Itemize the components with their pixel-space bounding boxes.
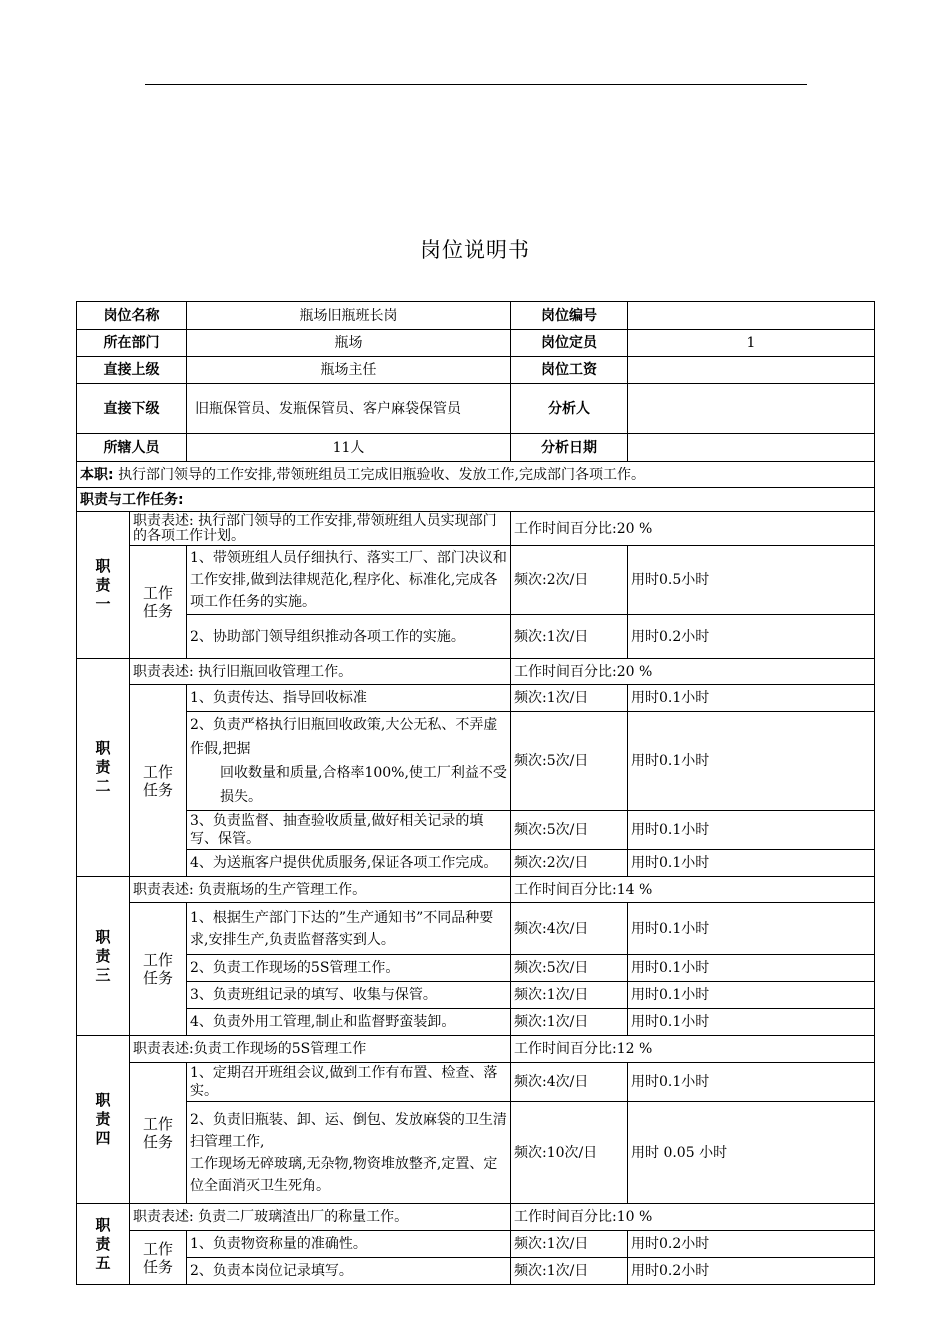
duty-3-task-1-freq: 频次:4次/日	[511, 903, 628, 955]
duty-2-task-2-text: 2、负责严格执行旧瓶回收政策,大公无私、不弄虚作假,把据 回收数量和质量,合格率100%,使工厂利益不受损失。	[187, 712, 511, 811]
duty-3-task-1-dur: 用时0.1小时	[628, 903, 875, 955]
duty-3-task-4	[77, 1009, 875, 1036]
main-duty	[77, 462, 875, 488]
analyst-value	[628, 384, 875, 434]
duty-2-task-4	[77, 850, 875, 877]
duty-3-task-3-freq: 频次:1次/日	[511, 982, 628, 1009]
duty-2-task-3-freq: 频次:5次/日	[511, 811, 628, 850]
duty-3-task-1	[77, 903, 875, 955]
duty-3-task-4-text: 4、负责外用工管理,制止和监督野蛮装卸。	[187, 1009, 511, 1036]
analyst-label: 分析人	[511, 384, 628, 434]
duty-2-task-2-freq: 频次:5次/日	[511, 712, 628, 811]
post-name-label: 岗位名称	[77, 302, 187, 330]
staff-label: 所辖人员	[77, 434, 187, 462]
duty-4-label: 职责四	[77, 1036, 130, 1204]
subordinate-value: 旧瓶保管员、发瓶保管员、客户麻袋保管员	[187, 384, 511, 434]
post-no-value	[628, 302, 875, 330]
duty-3-task-4-freq: 频次:1次/日	[511, 1009, 628, 1036]
duty-2-task-2-dur: 用时0.1小时	[628, 712, 875, 811]
duty-4-task-1-freq: 频次:4次/日	[511, 1063, 628, 1102]
headcount-value: 1	[628, 330, 875, 357]
salary-label: 岗位工资	[511, 357, 628, 384]
duty-2-task-1-dur: 用时0.1小时	[628, 685, 875, 712]
duty-3-task-2-freq: 频次:5次/日	[511, 955, 628, 982]
duty-5-task-2-dur: 用时0.2小时	[628, 1258, 875, 1285]
basic-row-1	[77, 302, 875, 330]
duty-4-task-label: 工作任务	[130, 1063, 187, 1204]
duty-4-task-1-text: 1、定期召开班组会议,做到工作有布置、检查、落实。	[187, 1063, 511, 1102]
subordinate-label: 直接下级	[77, 384, 187, 434]
duty-5-task-1-text: 1、负责物资称量的准确性。	[187, 1231, 511, 1258]
duty-1-label: 职责一	[77, 512, 130, 659]
duty-1-pct: 工作时间百分比:20 %	[511, 512, 875, 546]
duty-1-task-2	[77, 615, 875, 659]
duty-4-task-2-dur: 用时 0.05 小时	[628, 1102, 875, 1204]
duty-5-label: 职责五	[77, 1204, 130, 1285]
duty-1-desc: 职责表述: 执行部门领导的工作安排,带领班组人员实现部门的各项工作计划。	[130, 512, 511, 546]
document-title: 岗位说明书	[420, 238, 530, 262]
basic-row-2	[77, 330, 875, 357]
duty-1-task-2-dur: 用时0.2小时	[628, 615, 875, 659]
job-description-table	[76, 301, 875, 1285]
post-name-value: 瓶场旧瓶班长岗	[187, 302, 511, 330]
dept-value: 瓶场	[187, 330, 511, 357]
post-no-label: 岗位编号	[511, 302, 628, 330]
duties-heading: 职责与工作任务:	[77, 488, 875, 512]
duty-3-pct: 工作时间百分比:14 %	[511, 877, 875, 903]
duty-2-task-label: 工作任务	[130, 685, 187, 877]
duty-5-task-1	[77, 1231, 875, 1258]
basic-row-3	[77, 357, 875, 384]
duty-3-task-label: 工作任务	[130, 903, 187, 1036]
duty-1-task-1-dur: 用时0.5小时	[628, 546, 875, 615]
duty-3-task-1-text: 1、根据生产部门下达的”生产通知书”不同品种要求,安排生产,负责监督落实到人。	[187, 903, 511, 955]
duty-2-task-4-freq: 频次:2次/日	[511, 850, 628, 877]
duty-5-desc: 职责表述: 负责二厂玻璃渣出厂的称量工作。	[130, 1204, 511, 1231]
analysis-date-label: 分析日期	[511, 434, 628, 462]
header-rule	[145, 84, 807, 85]
duty-2-task-1	[77, 685, 875, 712]
duty-5-task-2-text: 2、负责本岗位记录填写。	[187, 1258, 511, 1285]
basic-row-4	[77, 384, 875, 434]
duty-2-task-4-dur: 用时0.1小时	[628, 850, 875, 877]
analysis-date-value	[628, 434, 875, 462]
duty-5-task-2-freq: 频次:1次/日	[511, 1258, 628, 1285]
duty-5-task-1-dur: 用时0.2小时	[628, 1231, 875, 1258]
duty-2-task-1-freq: 频次:1次/日	[511, 685, 628, 712]
duty-3-desc-row	[77, 877, 875, 903]
duty-3-desc: 职责表述: 负责瓶场的生产管理工作。	[130, 877, 511, 903]
duty-1-task-2-freq: 频次:1次/日	[511, 615, 628, 659]
duty-3-label: 职责三	[77, 877, 130, 1036]
salary-value	[628, 357, 875, 384]
duty-2-pct: 工作时间百分比:20 %	[511, 659, 875, 685]
duty-2-task-2	[77, 712, 875, 811]
duty-5-task-label: 工作任务	[130, 1231, 187, 1285]
duty-4-pct: 工作时间百分比:12 %	[511, 1036, 875, 1063]
main-duty-label: 本职:	[80, 466, 114, 483]
duty-1-task-label: 工作任务	[130, 546, 187, 659]
duty-2-desc: 职责表述: 执行旧瓶回收管理工作。	[130, 659, 511, 685]
basic-row-5	[77, 434, 875, 462]
duty-3-task-4-dur: 用时0.1小时	[628, 1009, 875, 1036]
duty-5-task-1-freq: 频次:1次/日	[511, 1231, 628, 1258]
duty-3-task-2	[77, 955, 875, 982]
duty-1-task-1	[77, 546, 875, 615]
duty-2-label: 职责二	[77, 659, 130, 877]
duty-4-task-1-dur: 用时0.1小时	[628, 1063, 875, 1102]
superior-label: 直接上级	[77, 357, 187, 384]
duty-3-task-3-text: 3、负责班组记录的填写、收集与保管。	[187, 982, 511, 1009]
duty-4-task-2-freq: 频次:10次/日	[511, 1102, 628, 1204]
duty-3-task-2-text: 2、负责工作现场的5S管理工作。	[187, 955, 511, 982]
duty-4-task-2	[77, 1102, 875, 1204]
duty-1-task-1-text: 1、带领班组人员仔细执行、落实工厂、部门决议和工作安排,做到法律规范化,程序化、标准化,完成各项工作任务的实施。	[187, 546, 511, 615]
duty-3-task-3	[77, 982, 875, 1009]
duty-2-task-1-text: 1、负责传达、指导回收标准	[187, 685, 511, 712]
duty-1-desc-row	[77, 512, 875, 546]
duty-4-desc: 职责表述:负责工作现场的5S管理工作	[130, 1036, 511, 1063]
duty-3-task-3-dur: 用时0.1小时	[628, 982, 875, 1009]
duty-1-task-2-text: 2、协助部门领导组织推动各项工作的实施。	[187, 615, 511, 659]
duty-1-task-1-freq: 频次:2次/日	[511, 546, 628, 615]
duties-heading-row	[77, 488, 875, 512]
duty-5-task-2	[77, 1258, 875, 1285]
dept-label: 所在部门	[77, 330, 187, 357]
duty-3-task-2-dur: 用时0.1小时	[628, 955, 875, 982]
duty-5-pct: 工作时间百分比:10 %	[511, 1204, 875, 1231]
main-duty-text: 执行部门领导的工作安排,带领班组员工完成旧瓶验收、发放工作,完成部门各项工作。	[118, 466, 645, 483]
duty-4-task-2-text: 2、负责旧瓶装、卸、运、倒包、发放麻袋的卫生清扫管理工作, 工作现场无碎玻璃,无杂物,物资堆放整齐,定置、定位全面消灭卫生死角。	[187, 1102, 511, 1204]
headcount-label: 岗位定员	[511, 330, 628, 357]
duty-2-task-3	[77, 811, 875, 850]
main-duty-row	[77, 462, 875, 488]
duty-2-task-3-dur: 用时0.1小时	[628, 811, 875, 850]
duty-4-task-1	[77, 1063, 875, 1102]
duty-2-task-4-text: 4、为送瓶客户提供优质服务,保证各项工作完成。	[187, 850, 511, 877]
duty-2-desc-row	[77, 659, 875, 685]
duty-4-desc-row	[77, 1036, 875, 1063]
superior-value: 瓶场主任	[187, 357, 511, 384]
duty-2-task-3-text: 3、负责监督、抽查验收质量,做好相关记录的填写、保管。	[187, 811, 511, 850]
duty-5-desc-row	[77, 1204, 875, 1231]
staff-value: 11人	[187, 434, 511, 462]
